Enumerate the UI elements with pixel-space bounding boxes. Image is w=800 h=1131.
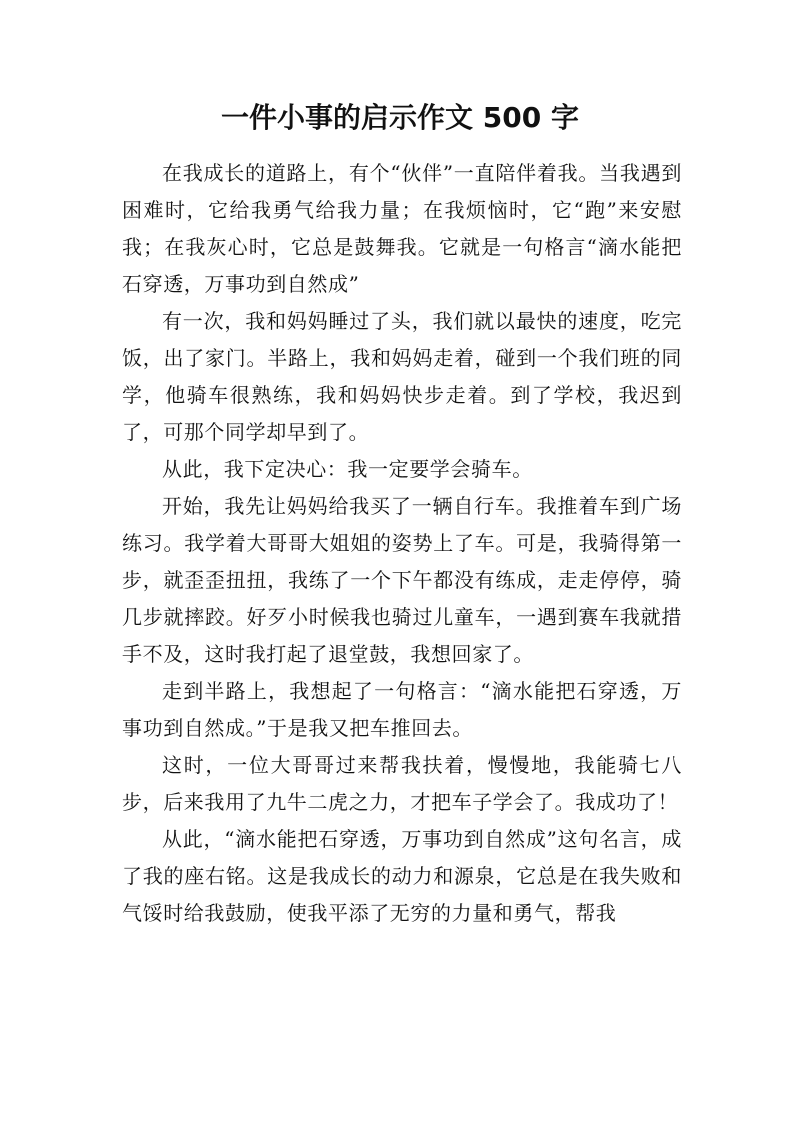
paragraph: 这时，一位大哥哥过来帮我扶着，慢慢地，我能骑七八步，后来我用了九牛二虎之力，才把车子学会了。我成功了！ xyxy=(122,753,682,814)
paragraph: 开始，我先让妈妈给我买了一辆自行车。我推着车到广场练习。我学着大哥哥大姐姐的姿势上了车。可是，我骑得第一步，就歪歪扭扭，我练了一个下午都没有练成，走走停停，骑几步就摔跤。好歹小时候我也骑过儿童车，一遇到赛车我就措手不及，这时我打起了退堂鼓，我想回家了。 xyxy=(122,494,682,666)
paragraph: 在我成长的道路上，有个“伙伴”一直陪伴着我。当我遇到困难时，它给我勇气给我力量；在我烦恼时，它“跑”来安慰我；在我灰心时，它总是鼓舞我。它就是一句格言“滴水能把石穿透，万事功到自然成” xyxy=(122,161,682,296)
paragraph: 有一次，我和妈妈睡过了头，我们就以最快的速度，吃完饭，出了家门。半路上，我和妈妈走着，碰到一个我们班的同学，他骑车很熟练，我和妈妈快步走着。到了学校，我迟到了，可那个同学却早到了。 xyxy=(122,309,682,444)
page-title: 一件小事的启示作文 500 字 xyxy=(221,101,579,134)
paragraph: 从此，“滴水能把石穿透，万事功到自然成”这句名言，成了我的座右铭。这是我成长的动力和源泉，它总是在我失败和气馁时给我鼓励，使我平添了无穷的力量和勇气，帮我 xyxy=(122,827,682,925)
essay-body xyxy=(122,155,682,932)
paragraph: 从此，我下定决心：我一定要学会骑车。 xyxy=(162,457,533,481)
paragraph: 走到半路上，我想起了一句格言：“滴水能把石穿透，万事功到自然成。”于是我又把车推回去。 xyxy=(122,679,682,740)
